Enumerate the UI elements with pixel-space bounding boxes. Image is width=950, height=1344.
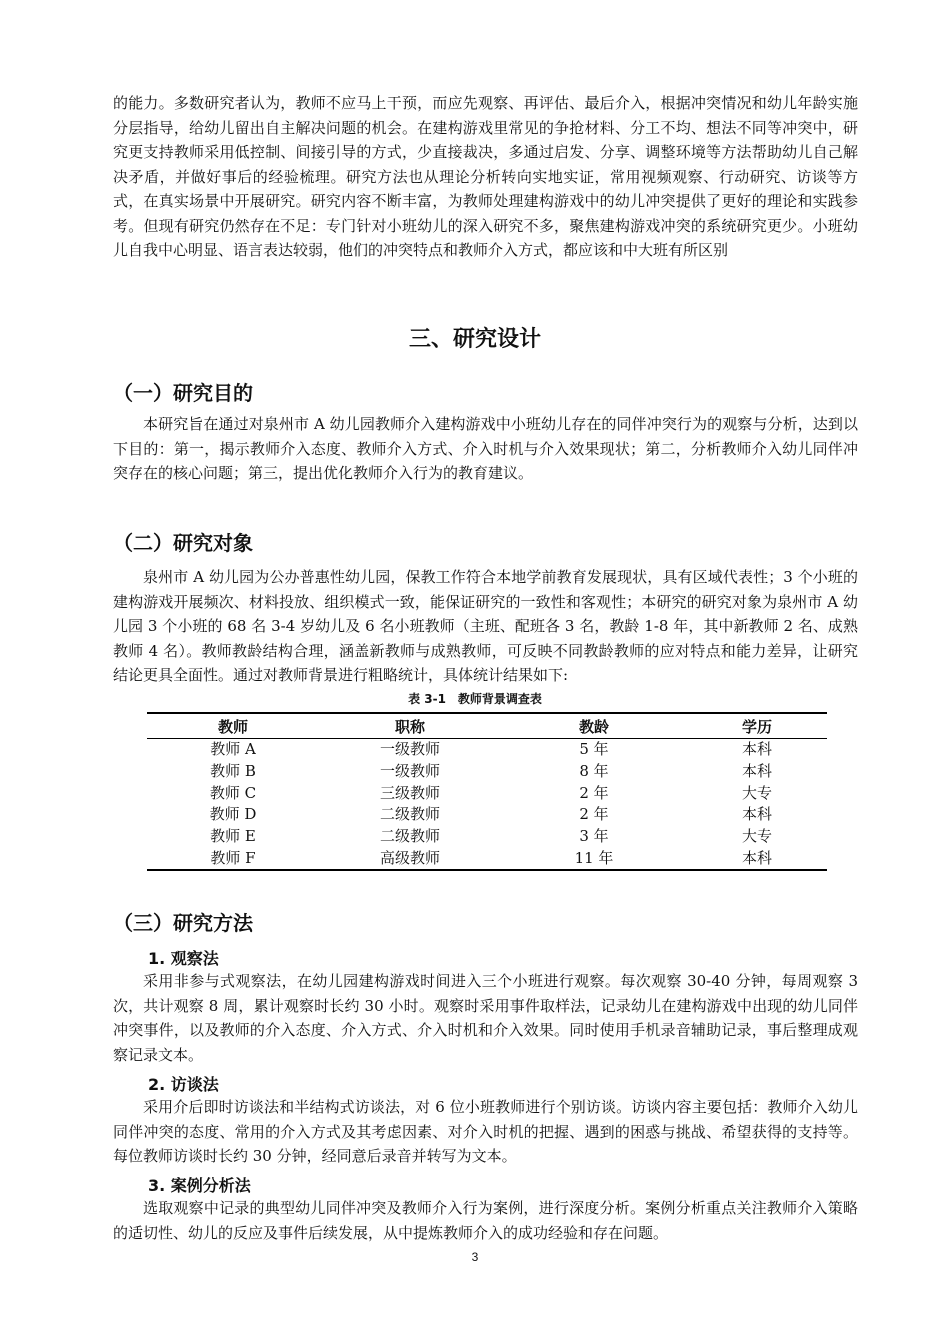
cell-teacher: 教师 E (210, 827, 256, 846)
cell-years: 3 年 (579, 827, 609, 846)
cell-title: 高级教师 (319, 847, 501, 870)
table-caption: 表 3-1 教师背景调查表 (408, 692, 542, 706)
cell-education: 本科 (741, 740, 772, 759)
cell-teacher: 教师 F (147, 847, 319, 870)
paragraph-observation: 采用非参与式观察法，在幼儿园建构游戏时间进入三个小班进行观察。每次观察 30-40 分钟，每周观察 3 次，共计观察 8 周，累计观察时长约 30 小时。观察时采用事件取样法，记录幼儿在建构游戏中出现的幼儿同伴冲突事件，以及教师的介入态度、介入方式、介入时机和介入效果。同时使用手机录音辅助记录，事后整理成观察记录文本。 (113, 972, 858, 1064)
table-row (147, 782, 827, 804)
cell-years: 5 年 (579, 740, 609, 759)
cell-teacher: 教师 B (210, 762, 256, 781)
cell-years: 8 年 (579, 762, 609, 781)
cell-title: 二级教师 (379, 805, 440, 824)
method-heading-interview: 2. 访谈法 (148, 1075, 219, 1094)
cell-title: 一级教师 (379, 762, 440, 781)
teacher-background-table (147, 712, 827, 871)
cell-education: 本科 (741, 762, 772, 781)
cell-years: 2 年 (579, 783, 609, 802)
table-row (147, 847, 827, 870)
method-heading-case-analysis: 3. 案例分析法 (148, 1176, 251, 1195)
header-years: 教龄 (501, 713, 687, 739)
cell-teacher: 教师 D (209, 805, 257, 824)
paragraph-case-analysis: 选取观察中记录的典型幼儿同伴冲突及教师介入行为案例，进行深度分析。案例分析重点关注教师介入策略的适切性、幼儿的反应及事件后续发展，从中提炼教师介入的成功经验和存在问题。 (113, 1199, 858, 1242)
cell-education: 大专 (741, 783, 772, 802)
cell-years: 2 年 (579, 805, 609, 824)
method-heading-observation: 1. 观察法 (148, 949, 219, 968)
header-title: 职称 (319, 713, 501, 739)
section-heading-methods: （三）研究方法 (113, 911, 253, 935)
cell-title: 二级教师 (379, 827, 440, 846)
chapter-title: 三、研究设计 (408, 327, 541, 352)
cell-education: 本科 (741, 805, 772, 824)
cell-years: 11 年 (501, 847, 687, 870)
paragraph-subjects: 泉州市 A 幼儿园为公办普惠性幼儿园，保教工作符合本地学前教育发展现状，具有区域代表性；3 个小班的建构游戏开展频次、材料投放、组织模式一致，能保证研究的一致性和客观性；本研究的研究对象为泉州市 A 幼儿园 3 个小班的 68 名 3-4 岁幼儿及 6 名小班教师（主班、配班各 3 名，教龄 1-8 年，其中新教师 2 名、成熟教师 4 名）。教师教龄结构合理，涵盖新教师与成熟教师，可反映不同教龄教师的应对特点和能力差异，让研究结论更具全面性。通过对教师背景进行粗略统计，具体统计结果如下: (113, 568, 858, 684)
paragraph-purpose: 本研究旨在通过对泉州市 A 幼儿园教师介入建构游戏中小班幼儿存在的同伴冲突行为的观察与分析，达到以下目的：第一，揭示教师介入态度、教师介入方式、介入时机与介入效果现状；第二，分析教师介入幼儿同伴冲突存在的核心问题；第三，提出优化教师介入行为的教育建议。 (113, 415, 858, 482)
cell-title: 一级教师 (379, 740, 440, 759)
header-teacher: 教师 (147, 713, 319, 739)
section-heading-subjects: （二）研究对象 (113, 531, 253, 555)
header-education: 学历 (687, 713, 827, 739)
table-row (147, 739, 827, 761)
cell-title: 三级教师 (379, 783, 440, 802)
paragraph-literature-summary: 的能力。多数研究者认为，教师不应马上干预，而应先观察、再评估、最后介入，根据冲突情况和幼儿年龄实施分层指导，给幼儿留出自主解决问题的机会。在建构游戏里常见的争抢材料、分工不均、想法不同等冲突中，研究更支持教师采用低控制、间接引导的方式，少直接裁决，多通过启发、分享、调整环境等方法帮助幼儿自己解决矛盾，并做好事后的经验梳理。研究方法也从理论分析转向实地实证，常用视频观察、行动研究、访谈等方式，在真实场景中开展研究。研究内容不断丰富，为教师处理建构游戏中的幼儿冲突提供了更好的理论和实践参考。但现有研究仍然存在不足：专门针对小班幼儿的深入研究不多，聚焦建构游戏冲突的系统研究更少。小班幼儿自我中心明显、语言表达较弱，他们的冲突特点和教师介入方式，都应该和中大班有所区别 (113, 94, 858, 259)
table-row (147, 804, 827, 826)
table-row (147, 761, 827, 783)
cell-education: 本科 (687, 847, 827, 870)
table-row (147, 826, 827, 848)
section-heading-purpose: （一）研究目的 (113, 381, 253, 405)
cell-education: 大专 (741, 827, 772, 846)
paragraph-interview: 采用介后即时访谈法和半结构式访谈法，对 6 位小班教师进行个别访谈。访谈内容主要包括：教师介入幼儿同伴冲突的态度、常用的介入方式及其考虑因素、对介入时机的把握、遇到的困惑与挑战、希望获得的支持等。每位教师访谈时长约 30 分钟，经同意后录音并转写为文本。 (113, 1098, 858, 1165)
table-header-row (147, 713, 827, 739)
cell-teacher: 教师 C (209, 783, 257, 802)
page-number: 3 (471, 1250, 479, 1264)
cell-teacher: 教师 A (210, 740, 256, 759)
